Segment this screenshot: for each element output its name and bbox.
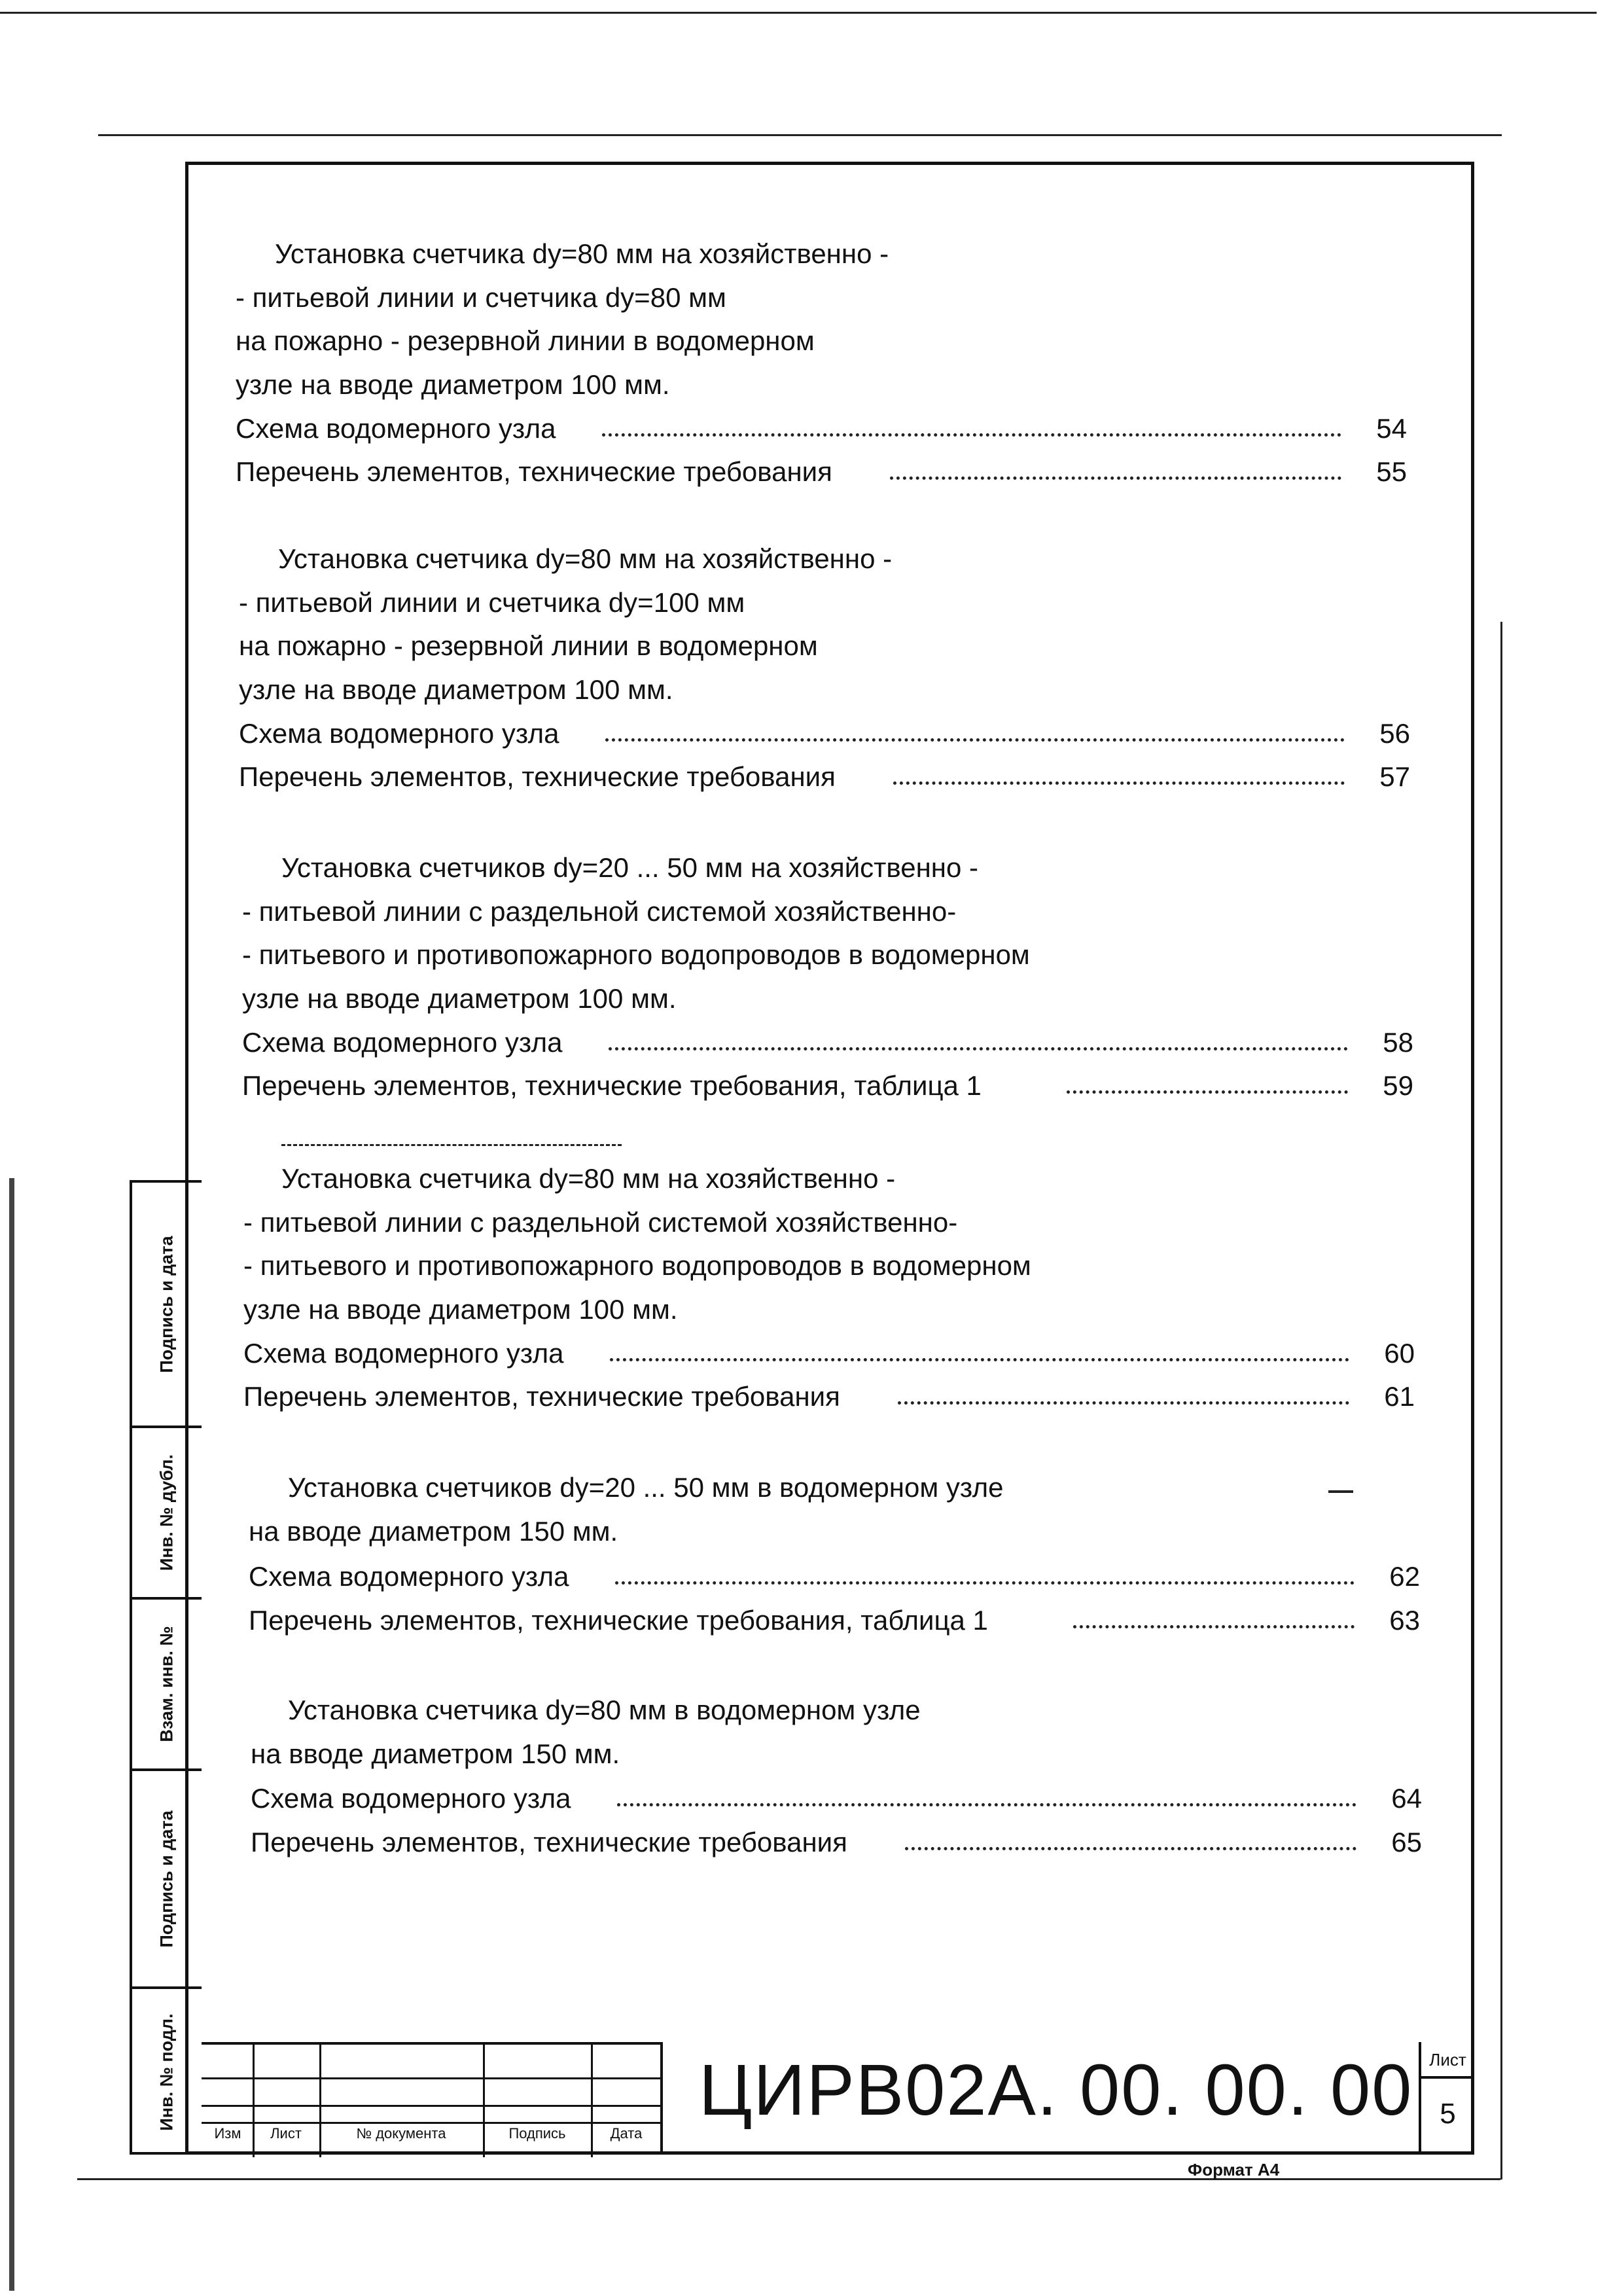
sheet-divider: [1421, 2076, 1474, 2079]
dot-leader: [605, 738, 1345, 742]
toc-entry[interactable]: [239, 720, 1423, 753]
grid-line: [202, 2077, 663, 2079]
side-cell-duplicate-inv: [132, 1428, 202, 1600]
section-heading-line: на вводе диаметром 150 мм.: [249, 1516, 618, 1547]
left-scan-edge: [9, 1178, 14, 2291]
side-strip: [130, 1180, 202, 2155]
grid-line: [319, 2045, 321, 2157]
side-cell-signature-date-2: [132, 1771, 202, 1989]
section-heading-line: Установка счетчика dy=80 мм в водомерном узле: [288, 1695, 921, 1725]
dot-leader: [617, 1803, 1356, 1806]
sheet-number: 5: [1440, 2098, 1456, 2130]
toc-entry-page: 65: [1391, 1827, 1422, 1857]
format-label: Формат А4: [1188, 2160, 1280, 2179]
section-heading-line: - питьевого и противопожарного водопроводов в водомерном: [243, 1250, 1031, 1281]
toc-entry[interactable]: [249, 1607, 1433, 1640]
toc-entry[interactable]: [236, 458, 1420, 491]
toc-entry[interactable]: [243, 1340, 1428, 1372]
toc-entry[interactable]: [242, 1029, 1427, 1062]
column-label-change: Изм: [214, 2125, 241, 2142]
toc-entry-page: 57: [1379, 761, 1410, 792]
side-label: Подпись и дата: [156, 1235, 177, 1373]
toc-entry-page: 62: [1389, 1561, 1420, 1592]
toc-entry-page: 56: [1379, 718, 1410, 749]
side-cell-original-inv: [132, 1989, 202, 2155]
dot-leader: [893, 781, 1345, 785]
toc-entry[interactable]: [251, 1785, 1435, 1818]
section-heading-line: узле на вводе диаметром 100 мм.: [236, 369, 670, 400]
toc-entry-label: Схема водомерного узла: [236, 413, 556, 444]
toc-entry-page: 59: [1383, 1070, 1413, 1101]
section-heading-line: Установка счетчиков dy=20 ... 50 мм в водомерном узле: [288, 1472, 1004, 1503]
dot-leader: [890, 476, 1341, 480]
side-label: Инв. № подл.: [156, 2013, 177, 2131]
toc-entry-label: Схема водомерного узла: [251, 1783, 571, 1814]
sheet-box: [1419, 2042, 1474, 2155]
section-heading-line: - питьевой линии с раздельной системой хозяйственно-: [243, 1207, 958, 1238]
toc-entry-label: Перечень элементов, технические требования, таблица 1: [242, 1070, 982, 1101]
toc-entry-label: Перечень элементов, технические требования: [239, 761, 836, 792]
grid-line: [202, 2122, 663, 2124]
dot-leader: [905, 1847, 1356, 1850]
toc-entry-page: 54: [1376, 413, 1407, 444]
scan-dash-mark: [1328, 1490, 1353, 1493]
section-heading-line: Установка счетчика dy=80 мм на хозяйственно -: [275, 238, 889, 269]
section-heading-line: узле на вводе диаметром 100 мм.: [239, 674, 673, 705]
toc-entry-page: 63: [1389, 1605, 1420, 1636]
section-heading-line: на пожарно - резервной линии в водомерном: [239, 630, 818, 661]
section-heading-line: Установка счетчика dy=80 мм на хозяйственно -: [281, 1163, 896, 1194]
toc-entry[interactable]: [239, 763, 1423, 796]
title-block: [202, 2042, 1474, 2155]
section-heading-line: на вводе диаметром 150 мм.: [251, 1738, 620, 1769]
top-border-line: [0, 12, 1597, 14]
sheet-label: Лист: [1429, 2050, 1466, 2070]
toc-entry-label: Перечень элементов, технические требования: [243, 1381, 840, 1412]
section-heading-line: на пожарно - резервной линии в водомерном: [236, 325, 815, 356]
toc-entry[interactable]: [251, 1829, 1435, 1861]
toc-entry-label: Схема водомерного узла: [239, 718, 559, 749]
grid-line: [483, 2045, 485, 2157]
toc-entry-page: 64: [1391, 1783, 1422, 1814]
grid-line: [202, 2105, 663, 2107]
section-heading-line: - питьевой линии и счетчика dy=80 мм: [236, 282, 726, 313]
section-heading-line: Установка счетчика dy=80 мм на хозяйственно -: [278, 543, 893, 574]
column-label-signature: Подпись: [508, 2125, 566, 2142]
grid-line: [591, 2045, 593, 2157]
section-heading-line: узле на вводе диаметром 100 мм.: [242, 983, 677, 1014]
revision-grid: [202, 2042, 663, 2155]
grid-line: [253, 2045, 255, 2157]
dot-leader: [898, 1401, 1349, 1405]
document-designation: ЦИРВ02А. 00. 00. 00: [699, 2050, 1413, 2130]
dot-leader: [615, 1581, 1355, 1585]
dot-leader: [602, 433, 1341, 437]
toc-entry-page: 61: [1384, 1381, 1415, 1412]
scan-dash-mark: [281, 1144, 622, 1146]
dot-leader: [1067, 1090, 1348, 1094]
toc-entry-label: Перечень элементов, технические требования: [251, 1827, 847, 1857]
side-label: Взам. инв. №: [156, 1626, 177, 1742]
toc-entry[interactable]: [249, 1563, 1433, 1596]
outer-bottom-line: [77, 2178, 1500, 2180]
toc-entry-label: Перечень элементов, технические требования: [236, 456, 832, 487]
toc-entry-label: Схема водомерного узла: [249, 1561, 569, 1592]
outer-top-line: [98, 134, 1502, 136]
side-label: Подпись и дата: [156, 1810, 177, 1948]
toc-entry-label: Схема водомерного узла: [243, 1338, 564, 1369]
toc-entry-label: Схема водомерного узла: [242, 1027, 563, 1058]
toc-entry-page: 55: [1376, 456, 1407, 487]
section-heading-line: - питьевого и противопожарного водопроводов в водомерном: [242, 939, 1030, 970]
side-cell-signature-date: [132, 1183, 202, 1428]
toc-entry[interactable]: [242, 1072, 1427, 1105]
dot-leader: [1073, 1625, 1355, 1628]
column-label-document: № документа: [356, 2125, 446, 2142]
toc-entry-page: 58: [1383, 1027, 1413, 1058]
toc-entry-label: Перечень элементов, технические требования, таблица 1: [249, 1605, 988, 1636]
dot-leader: [610, 1358, 1349, 1361]
side-label: Инв. № дубл.: [156, 1454, 177, 1571]
column-label-sheet: Лист: [270, 2125, 302, 2142]
dot-leader: [609, 1047, 1348, 1050]
column-label-date: Дата: [610, 2125, 643, 2142]
section-heading-line: узле на вводе диаметром 100 мм.: [243, 1294, 678, 1325]
side-cell-replacement-inv: [132, 1600, 202, 1771]
toc-entry-page: 60: [1384, 1338, 1415, 1369]
toc-entry[interactable]: [236, 415, 1420, 448]
section-heading-line: Установка счетчиков dy=20 ... 50 мм на хозяйственно -: [281, 852, 979, 883]
section-heading-line: - питьевой линии и счетчика dy=100 мм: [239, 587, 745, 618]
section-heading-line: - питьевой линии с раздельной системой хозяйственно-: [242, 896, 957, 927]
toc-entry[interactable]: [243, 1383, 1428, 1416]
outer-right-line: [1500, 622, 1502, 2179]
